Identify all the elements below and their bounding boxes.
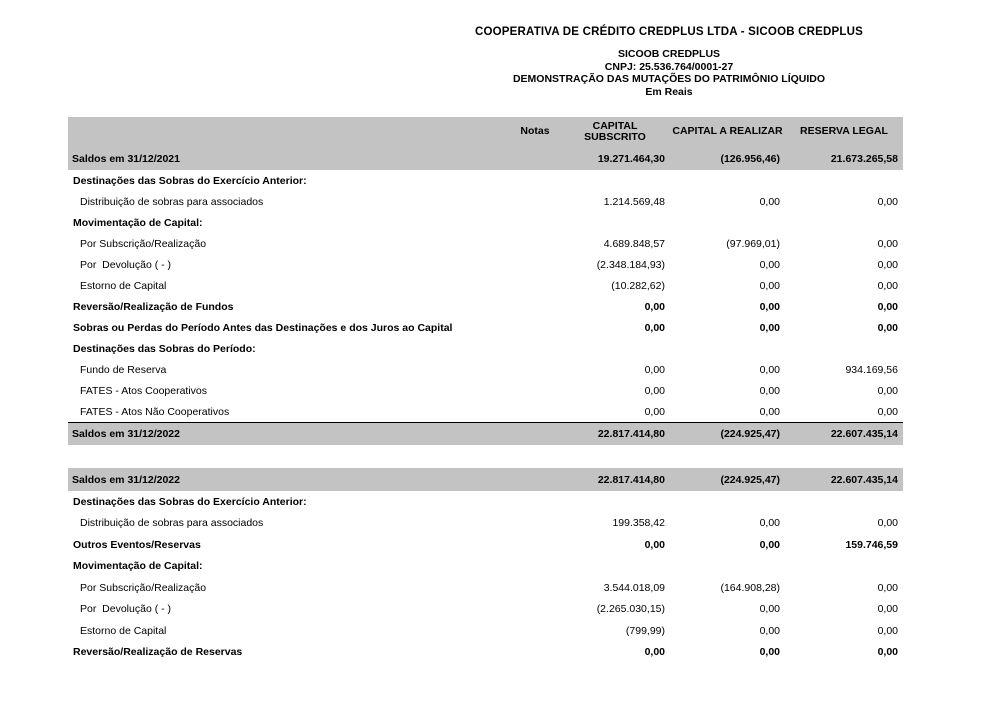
row-label: Saldos em 31/12/2022 [72, 428, 180, 440]
column-header-notas: Notas [520, 125, 550, 138]
row-value-capital-subscrito: 0,00 [644, 321, 665, 334]
table-row [68, 170, 903, 191]
row-value-reserva-legal: 0,00 [877, 258, 898, 271]
row-value-capital-subscrito: (10.282,62) [611, 279, 665, 292]
row-value-capital-a-realizar: (97.969,01) [726, 237, 780, 250]
row-value-capital-subscrito: 0,00 [644, 384, 665, 397]
row-label: Movimentação de Capital: [73, 216, 203, 229]
row-value-capital-subscrito: 22.817.414,80 [597, 428, 665, 440]
row-value-capital-a-realizar: (126.956,46) [720, 152, 780, 165]
row-value-reserva-legal: 0,00 [877, 300, 898, 313]
row-label: FATES - Atos Não Cooperativos [80, 405, 230, 418]
row-value-capital-a-realizar: 0,00 [759, 646, 780, 659]
row-value-reserva-legal: 0,00 [877, 517, 898, 530]
table-row [68, 422, 903, 445]
row-value-capital-a-realizar: 0,00 [759, 300, 780, 313]
table-row [68, 212, 903, 233]
row-value-reserva-legal: 21.673.265,58 [830, 152, 898, 165]
table-row [68, 233, 903, 254]
table-body [68, 468, 903, 663]
table-body [68, 147, 903, 445]
table-row [68, 513, 903, 535]
row-label: FATES - Atos Cooperativos [80, 384, 208, 397]
row-value-reserva-legal: 22.607.435,14 [830, 473, 898, 486]
row-value-capital-subscrito: (799,99) [625, 624, 665, 637]
table-row [68, 380, 903, 401]
row-value-reserva-legal: 0,00 [877, 237, 898, 250]
row-label: Movimentação de Capital: [73, 560, 203, 573]
column-header-capital-subscrito: CAPITAL SUBSCRITO [584, 119, 646, 143]
row-value-capital-a-realizar: 0,00 [759, 363, 780, 376]
row-value-capital-subscrito: 19.271.464,30 [597, 152, 665, 165]
row-value-reserva-legal: 0,00 [877, 321, 898, 334]
row-value-capital-a-realizar: 0,00 [759, 603, 780, 616]
table-row [68, 577, 903, 599]
table-row [68, 556, 903, 578]
equity-mutations-table-period-1 [68, 117, 903, 445]
row-value-reserva-legal: 0,00 [877, 603, 898, 616]
row-value-capital-subscrito: 0,00 [644, 646, 665, 659]
row-value-capital-a-realizar: 0,00 [759, 279, 780, 292]
row-label: Destinações das Sobras do Exercício Anterior: [73, 495, 307, 508]
cnpj-line: CNPJ: 25.536.764/0001-27 [604, 60, 734, 73]
row-label: Distribuição de sobras para associados [80, 517, 264, 530]
row-value-reserva-legal: 159.746,59 [845, 538, 898, 551]
row-value-capital-a-realizar: (224.925,47) [720, 473, 780, 486]
row-value-capital-subscrito: (2.348.184,93) [596, 258, 665, 271]
row-value-capital-a-realizar: 0,00 [759, 517, 780, 530]
row-value-reserva-legal: 0,00 [877, 195, 898, 208]
table-row [68, 491, 903, 513]
row-label: Sobras ou Perdas do Período Antes das Destinações e dos Juros ao Capital [73, 321, 453, 334]
row-label: Reversão/Realização de Reservas [73, 646, 243, 659]
row-value-capital-subscrito: 0,00 [644, 300, 665, 313]
row-label: Outros Eventos/Reservas [73, 538, 201, 551]
table-row [68, 599, 903, 621]
row-label: Por Devolução ( - ) [80, 258, 172, 271]
row-value-capital-subscrito: 1.214.569,48 [603, 195, 665, 208]
row-label: Reversão/Realização de Fundos [73, 300, 234, 313]
row-value-capital-a-realizar: 0,00 [759, 258, 780, 271]
row-label: Destinações das Sobras do Período: [73, 342, 256, 355]
equity-mutations-table-period-2 [68, 468, 903, 663]
row-value-reserva-legal: 0,00 [877, 405, 898, 418]
row-value-capital-a-realizar: (224.925,47) [720, 428, 780, 440]
row-value-reserva-legal: 0,00 [877, 624, 898, 637]
row-value-capital-a-realizar: 0,00 [759, 321, 780, 334]
report-header [336, 26, 1000, 98]
row-value-capital-a-realizar: 0,00 [759, 384, 780, 397]
row-label: Saldos em 31/12/2021 [72, 152, 180, 165]
entity-name: SICOOB CREDPLUS [617, 48, 721, 60]
table-row [68, 642, 903, 664]
table-row [68, 468, 903, 491]
row-label: Saldos em 31/12/2022 [72, 473, 180, 486]
row-label: Por Subscrição/Realização [80, 581, 207, 594]
row-value-capital-a-realizar: 0,00 [759, 195, 780, 208]
row-value-capital-subscrito: 199.358,42 [612, 517, 665, 530]
column-header-reserva-legal: RESERVA LEGAL [800, 125, 888, 138]
row-value-reserva-legal: 0,00 [877, 384, 898, 397]
table-row [68, 338, 903, 359]
column-header-capital-a-realizar: CAPITAL A REALIZAR [672, 125, 783, 138]
table-row [68, 317, 903, 338]
row-value-capital-subscrito: 0,00 [644, 405, 665, 418]
row-value-capital-a-realizar: 0,00 [759, 538, 780, 551]
row-label: Por Subscrição/Realização [80, 237, 207, 250]
row-value-capital-subscrito: 22.817.414,80 [597, 473, 665, 486]
row-value-capital-a-realizar: 0,00 [759, 624, 780, 637]
table-header-row [68, 117, 903, 147]
row-value-capital-subscrito: 3.544.018,09 [603, 581, 665, 594]
row-value-capital-subscrito: 4.689.848,57 [603, 237, 665, 250]
table-row [68, 147, 903, 170]
table-row [68, 296, 903, 317]
row-value-reserva-legal: 0,00 [877, 581, 898, 594]
table-row [68, 275, 903, 296]
table-row [68, 254, 903, 275]
statement-title: DEMONSTRAÇÃO DAS MUTAÇÕES DO PATRIMÔNIO LÍQUIDO [512, 73, 826, 85]
row-value-capital-subscrito: (2.265.030,15) [596, 603, 665, 616]
row-value-capital-subscrito: 0,00 [644, 363, 665, 376]
table-row [68, 191, 903, 212]
row-value-capital-a-realizar: 0,00 [759, 405, 780, 418]
row-label: Distribuição de sobras para associados [80, 195, 264, 208]
currency-note: Em Reais [645, 85, 693, 98]
row-value-capital-subscrito: 0,00 [644, 538, 665, 551]
row-label: Por Devolução ( - ) [80, 603, 172, 616]
row-label: Estorno de Capital [80, 624, 167, 637]
row-label: Fundo de Reserva [80, 363, 167, 376]
table-row [68, 534, 903, 556]
row-value-reserva-legal: 934.169,56 [845, 363, 898, 376]
table-row [68, 401, 903, 422]
table-row [68, 359, 903, 380]
row-value-capital-a-realizar: (164.908,28) [720, 581, 780, 594]
row-label: Destinações das Sobras do Exercício Anterior: [73, 174, 307, 187]
table-row [68, 620, 903, 642]
row-label: Estorno de Capital [80, 279, 167, 292]
row-value-reserva-legal: 0,00 [877, 279, 898, 292]
row-value-reserva-legal: 22.607.435,14 [830, 428, 898, 440]
row-value-reserva-legal: 0,00 [877, 646, 898, 659]
company-name: COOPERATIVA DE CRÉDITO CREDPLUS LTDA - SICOOB CREDPLUS [475, 26, 863, 38]
